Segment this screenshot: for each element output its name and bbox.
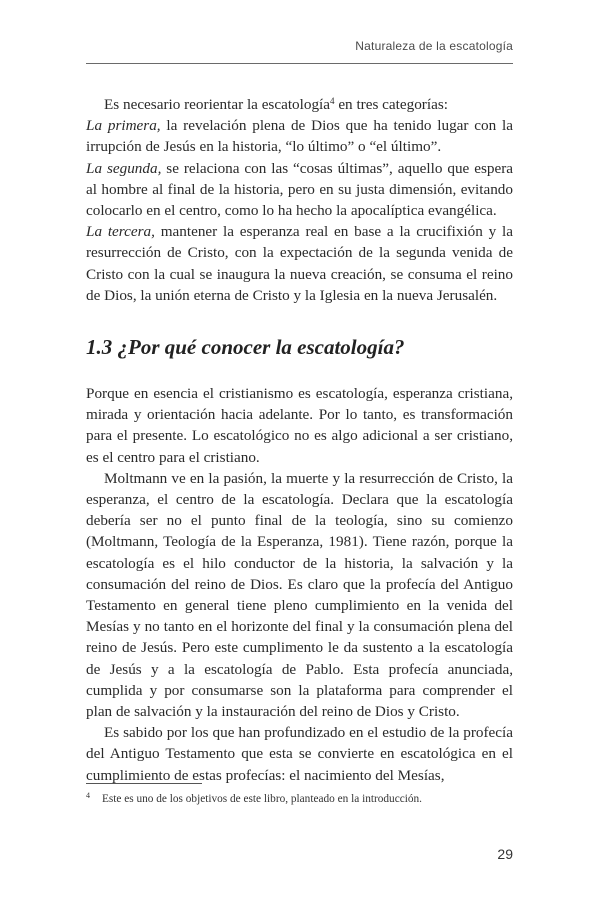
category-second-text: se relaciona con las “cosas últimas”, aquello que espera al hombre al final de la historia, pero en su justa dimensión, evitando colocarlo en el centro, como lo ha hecho la apocalíptica evangélica. [86,159,513,220]
footnote-rule [86,783,202,784]
intro-text: Es necesario reorientar la escatología [104,96,331,113]
running-head-title: Naturaleza de la escatología [355,39,513,53]
category-third-text: mantener la esperanza real en base a la crucifixión y la resurrección de Cristo, con la expectación de la segunda venida de Cristo con la cual se inaugura la nueva creación, se consuma el reino de Dios, la unión eterna de Cristo y la Iglesia en la nueva Jerusalén. [86,223,513,304]
category-second-label: La segunda, [86,159,162,177]
page-number: 29 [497,846,513,862]
section-body [86,383,513,786]
header-rule [86,63,513,64]
category-second [86,158,513,222]
footnote-text: Este es uno de los objetivos de este libro, planteado en la introducción. [102,793,422,805]
intro-block [86,94,513,306]
footnote-number: 4 [86,791,90,800]
section-heading: 1.3 ¿Por qué conocer la escatología? [86,335,405,359]
category-first-text: la revelación plena de Dios que ha tenido lugar con la irrupción de Jesús en la historia, “lo último” o “el último”. [86,117,513,156]
category-third-label: La tercera, [86,223,155,241]
category-first-label: La primera, [86,117,161,135]
footnote-ref[interactable]: 4 [330,96,335,106]
body-paragraph: Es sabido por los que han profundizado en el estudio de la profecía del Antiguo Testamento que esta se convierte en escatológica en el cumplimiento de estas profecías: el nacimiento del Mesías, [86,724,513,784]
category-first [86,115,513,157]
body-paragraph: Porque en esencia el cristianismo es escatología, esperanza cristiana, mirada y orientación hacia adelante. Por lo tanto, es transformación para el presente. Lo escatológico no es algo adicional a ser cristiano, es el centro para el cristiano. [86,385,513,466]
intro-text-after: en tres categorías: [334,96,448,113]
category-third [86,221,513,306]
footnote [86,789,513,806]
body-paragraph: Moltmann ve en la pasión, la muerte y la resurrección de Cristo, la esperanza, el centro de la escatología. Declara que la escatología debería ser no el punto final de la teología, sino su comienzo (Moltmann, Teología de la Esperanza, 1981). Tiene razón, porque la escatología es el hilo conductor de la historia, la salvación y la consumación del reino de Dios. Es claro que la profecía del Antiguo Testamento en general tiene pleno cumplimiento en la venida del Mesías y no tanto en el horizonte del final y la consumación plena del reino de Jesús. Pero este cumplimento le da sustento a la escatología de Jesús y a la escatología de Pablo. Esta profecía anunciada, cumplida y por consumarse son la plataforma para comprender el plan de salvación y la instauración del reino de Dios y Cristo. [86,469,513,721]
intro-paragraph [86,94,513,115]
